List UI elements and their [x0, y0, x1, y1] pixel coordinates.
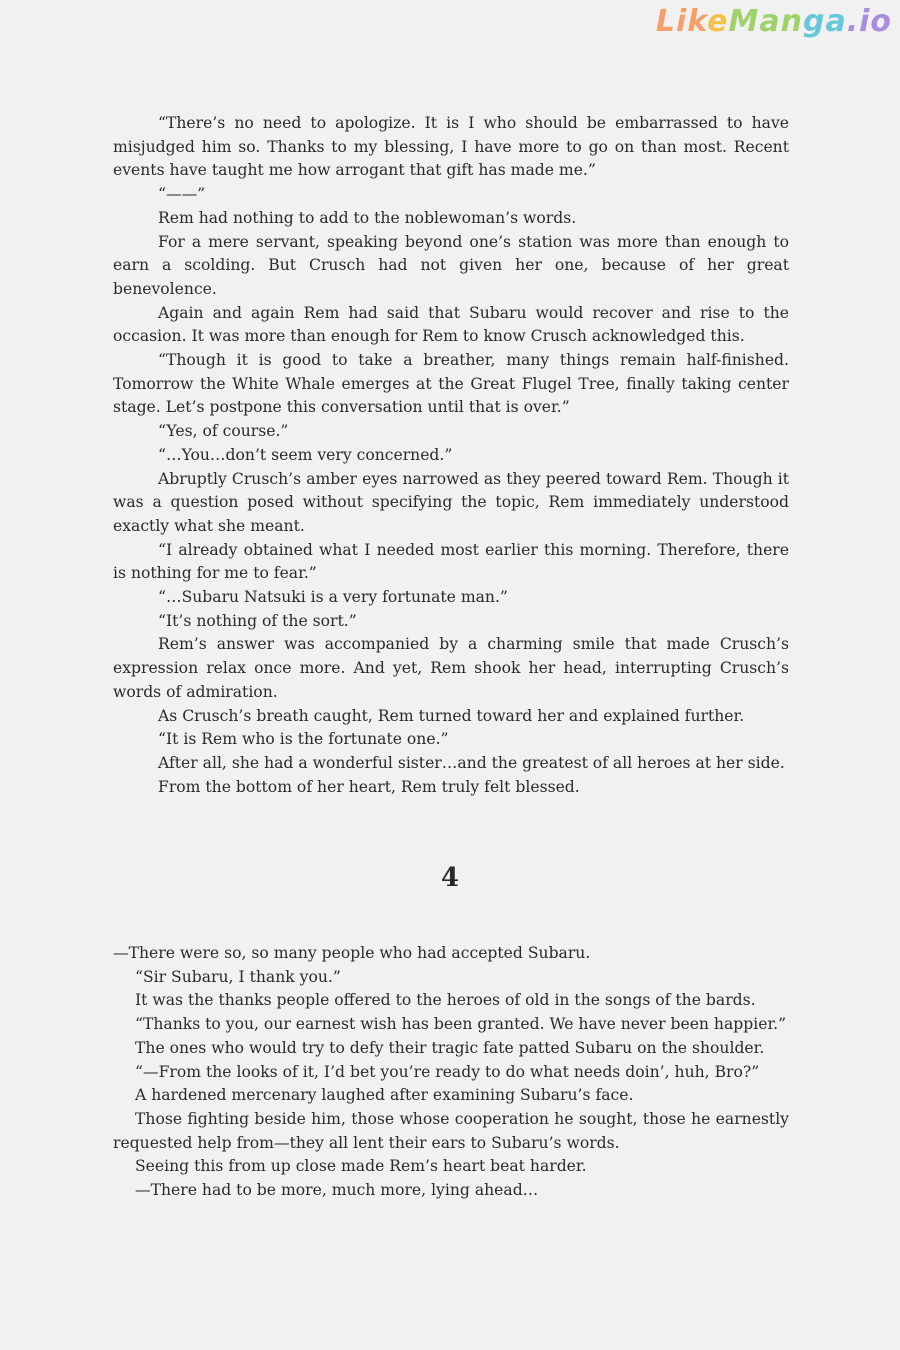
watermark-part: e — [707, 4, 729, 39]
paragraph: After all, she had a wonderful sister…and the greatest of all heroes at her side. — [158, 753, 785, 772]
paragraph: —There had to be more, much more, lying ahead… — [135, 1181, 539, 1200]
paragraph: Those fighting beside him, those whose cooperation he sought, those he earnestly requested help from—they all lent their ears to Subaru’s words. — [113, 1109, 789, 1152]
paragraph: It was the thanks people offered to the heroes of old in the songs of the bards. — [135, 991, 756, 1010]
paragraph: From the bottom of her heart, Rem truly felt blessed. — [158, 777, 580, 796]
paragraph: Rem’s answer was accompanied by a charming smile that made Crusch’s expression relax once more. And yet, Rem shook her head, interrupting Crusch’s words of admiration. — [113, 635, 789, 701]
paragraph: “…Subaru Natsuki is a very fortunate man.” — [158, 588, 508, 607]
paragraph: “I already obtained what I needed most earlier this morning. Therefore, there is nothing for me to fear.” — [113, 540, 789, 583]
paragraph: For a mere servant, speaking beyond one’s station was more than enough to earn a scolding. But Crusch had not given her one, because of her great benevolence. — [113, 232, 789, 298]
watermark-part: Lik — [655, 4, 708, 39]
watermark-part: Man — [728, 4, 803, 39]
paragraph: “It’s nothing of the sort.” — [158, 611, 357, 630]
paragraph: “Thanks to you, our earnest wish has been granted. We have never been happier.” — [135, 1015, 787, 1034]
site-watermark-logo — [656, 2, 892, 42]
paragraph: Seeing this from up close made Rem’s heart beat harder. — [135, 1157, 587, 1176]
paragraph: “There’s no need to apologize. It is I who should be embarrassed to have misjudged him so. Thanks to my blessing, I have more to go on than most. Recent events have taught me how arrogant that gift has made me.” — [113, 114, 789, 180]
paragraph: “…You…don’t seem very concerned.” — [158, 445, 453, 464]
watermark-part: ga — [802, 4, 847, 39]
section-number-heading: 4 — [440, 863, 460, 893]
paragraph: Rem had nothing to add to the noblewoman’s words. — [158, 208, 577, 227]
paragraph: A hardened mercenary laughed after examining Subaru’s face. — [135, 1086, 634, 1105]
paragraph: “——” — [158, 185, 206, 204]
paragraph: “Yes, of course.” — [158, 422, 289, 441]
paragraph: “Though it is good to take a breather, many things remain half-finished. Tomorrow the White Whale emerges at the Great Flugel Tree, finally taking center stage. Let’s postpone this conversation until that is over.” — [113, 351, 789, 417]
paragraph: —There were so, so many people who had accepted Subaru. — [113, 944, 591, 962]
paragraph: “It is Rem who is the fortunate one.” — [158, 730, 449, 749]
text-section-one — [113, 112, 789, 799]
paragraph: Abruptly Crusch’s amber eyes narrowed as they peered toward Rem. Though it was a question posed without specifying the topic, Rem immediately understood exactly what she meant. — [113, 469, 789, 535]
paragraph: As Crusch’s breath caught, Rem turned toward her and explained further. — [158, 706, 745, 725]
paragraph: “—From the looks of it, I’d bet you’re ready to do what needs doin’, huh, Bro?” — [135, 1062, 760, 1081]
text-section-two — [113, 942, 789, 1203]
watermark-part: .io — [846, 4, 892, 39]
paragraph: Again and again Rem had said that Subaru would recover and rise to the occasion. It was more than enough for Rem to know Crusch acknowledged this. — [113, 303, 789, 346]
paragraph: “Sir Subaru, I thank you.” — [135, 967, 341, 986]
paragraph: The ones who would try to defy their tragic fate patted Subaru on the shoulder. — [135, 1038, 765, 1057]
